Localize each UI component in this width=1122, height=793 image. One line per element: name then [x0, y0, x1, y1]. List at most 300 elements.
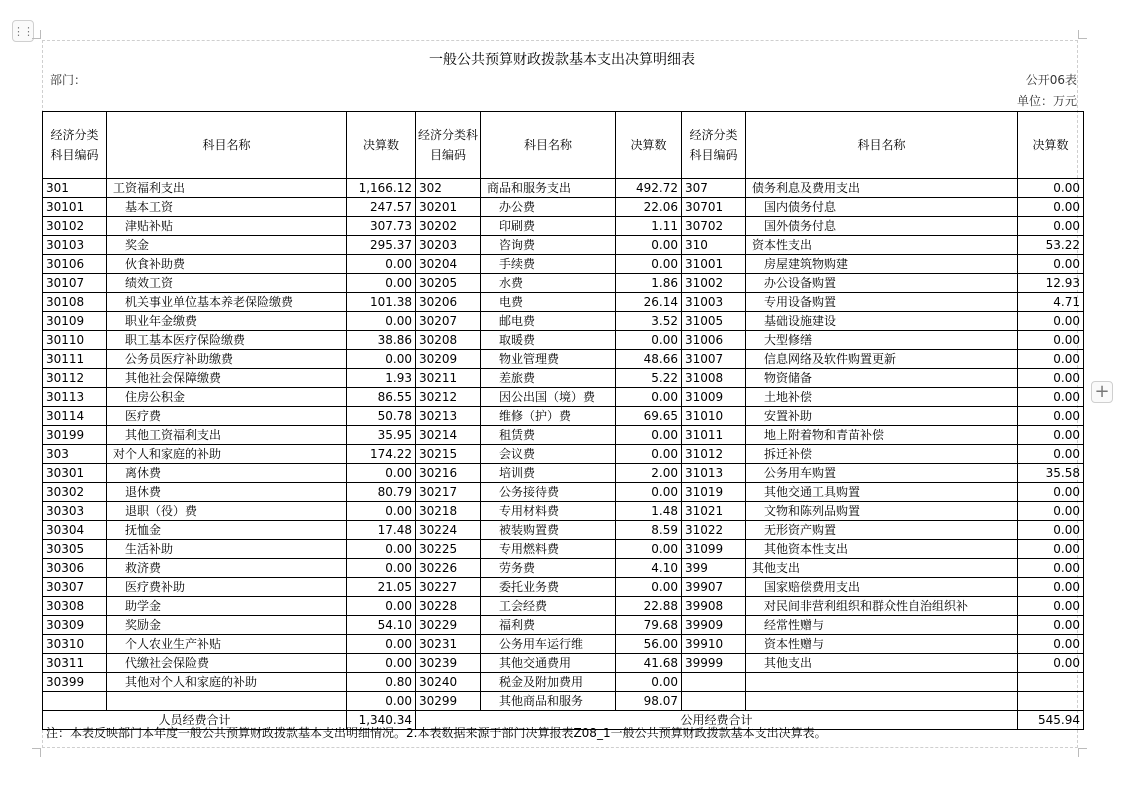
code-cell: 30199 [43, 426, 107, 445]
header-code-1: 经济分类科目编码 [43, 112, 107, 179]
amount-cell: 174.22 [347, 445, 416, 464]
name-cell: 专用材料费 [481, 502, 616, 521]
code-cell: 30702 [682, 217, 746, 236]
code-cell: 30225 [416, 540, 481, 559]
code-cell: 31012 [682, 445, 746, 464]
name-cell: 因公出国（境）费 [481, 388, 616, 407]
table-row [43, 616, 1084, 635]
amount-cell: 0.00 [616, 255, 682, 274]
name-cell: 办公设备购置 [746, 274, 1018, 293]
amount-cell: 0.00 [347, 255, 416, 274]
name-cell: 退休费 [107, 483, 347, 502]
name-cell: 维修（护）费 [481, 407, 616, 426]
table-row [43, 521, 1084, 540]
name-cell: 国内债务付息 [746, 198, 1018, 217]
table-row [43, 407, 1084, 426]
crop-mark-bottom-right [1078, 748, 1087, 757]
table-number: 公开06表 [1025, 73, 1077, 87]
amount-cell: 1.86 [616, 274, 682, 293]
amount-cell: 0.00 [616, 426, 682, 445]
amount-cell: 0.00 [1018, 255, 1084, 274]
name-cell: 离休费 [107, 464, 347, 483]
amount-cell: 53.22 [1018, 236, 1084, 255]
name-cell: 商品和服务支出 [481, 179, 616, 198]
code-cell: 31010 [682, 407, 746, 426]
name-cell: 其他交通费用 [481, 654, 616, 673]
amount-cell: 0.00 [1018, 483, 1084, 502]
name-cell: 其他社会保障缴费 [107, 369, 347, 388]
name-cell: 其他商品和服务 [481, 692, 616, 711]
name-cell: 被装购置费 [481, 521, 616, 540]
amount-cell: 0.00 [1018, 445, 1084, 464]
amount-cell: 0.00 [616, 540, 682, 559]
code-cell: 30110 [43, 331, 107, 350]
amount-cell: 86.55 [347, 388, 416, 407]
name-cell: 职工基本医疗保险缴费 [107, 331, 347, 350]
code-cell: 30111 [43, 350, 107, 369]
name-cell: 文物和陈列品购置 [746, 502, 1018, 521]
amount-cell: 1.93 [347, 369, 416, 388]
name-cell: 经常性赠与 [746, 616, 1018, 635]
code-cell: 39999 [682, 654, 746, 673]
amount-cell: 307.73 [347, 217, 416, 236]
amount-cell: 0.00 [1018, 502, 1084, 521]
code-cell: 30209 [416, 350, 481, 369]
amount-cell: 0.00 [1018, 616, 1084, 635]
table-row [43, 635, 1084, 654]
header-code-2: 经济分类科目编码 [416, 112, 481, 179]
name-cell: 工资福利支出 [107, 179, 347, 198]
amount-cell: 101.38 [347, 293, 416, 312]
name-cell: 退职（役）费 [107, 502, 347, 521]
name-cell: 信息网络及软件购置更新 [746, 350, 1018, 369]
expenditure-table [42, 111, 1084, 730]
amount-cell: 80.79 [347, 483, 416, 502]
name-cell: 办公费 [481, 198, 616, 217]
table-row [43, 540, 1084, 559]
name-cell: 救济费 [107, 559, 347, 578]
code-cell: 30226 [416, 559, 481, 578]
amount-cell: 1.11 [616, 217, 682, 236]
name-cell: 机关事业单位基本养老保险缴费 [107, 293, 347, 312]
header-name-2: 科目名称 [481, 112, 616, 179]
code-cell: 30212 [416, 388, 481, 407]
name-cell: 地上附着物和青苗补偿 [746, 426, 1018, 445]
table-row [43, 388, 1084, 407]
name-cell: 伙食补助费 [107, 255, 347, 274]
name-cell: 手续费 [481, 255, 616, 274]
table-row [43, 502, 1084, 521]
name-cell: 土地补偿 [746, 388, 1018, 407]
name-cell: 无形资产购置 [746, 521, 1018, 540]
name-cell: 公务接待费 [481, 483, 616, 502]
name-cell [107, 692, 347, 711]
amount-cell [1018, 692, 1084, 711]
name-cell: 取暖费 [481, 331, 616, 350]
code-cell: 30114 [43, 407, 107, 426]
amount-cell: 48.66 [616, 350, 682, 369]
amount-cell: 0.00 [1018, 312, 1084, 331]
amount-cell: 98.07 [616, 692, 682, 711]
amount-cell: 5.22 [616, 369, 682, 388]
personnel-total-label: 人员经费合计 [43, 711, 347, 730]
name-cell: 基础设施建设 [746, 312, 1018, 331]
code-cell: 30214 [416, 426, 481, 445]
code-cell: 39909 [682, 616, 746, 635]
name-cell: 委托业务费 [481, 578, 616, 597]
code-cell: 31006 [682, 331, 746, 350]
amount-cell: 0.00 [616, 673, 682, 692]
amount-cell: 0.00 [616, 388, 682, 407]
name-cell: 资本性支出 [746, 236, 1018, 255]
code-cell: 30302 [43, 483, 107, 502]
code-cell: 30240 [416, 673, 481, 692]
name-cell: 国家赔偿费用支出 [746, 578, 1018, 597]
header-name-1: 科目名称 [107, 112, 347, 179]
drag-handle-button[interactable]: ⋮⋮ [12, 20, 34, 42]
code-cell: 30306 [43, 559, 107, 578]
table-row [43, 673, 1084, 692]
amount-cell: 0.00 [347, 597, 416, 616]
table-row [43, 426, 1084, 445]
crop-mark-top-left [32, 30, 41, 39]
amount-cell: 22.06 [616, 198, 682, 217]
code-cell: 31005 [682, 312, 746, 331]
name-cell: 房屋建筑物购建 [746, 255, 1018, 274]
code-cell: 31002 [682, 274, 746, 293]
code-cell: 30216 [416, 464, 481, 483]
name-cell: 国外债务付息 [746, 217, 1018, 236]
amount-cell: 0.00 [1018, 179, 1084, 198]
amount-cell: 79.68 [616, 616, 682, 635]
amount-cell: 0.00 [1018, 578, 1084, 597]
code-cell: 39910 [682, 635, 746, 654]
table-row [43, 559, 1084, 578]
code-cell: 30224 [416, 521, 481, 540]
code-cell: 30109 [43, 312, 107, 331]
code-cell: 31001 [682, 255, 746, 274]
name-cell: 职业年金缴费 [107, 312, 347, 331]
amount-cell: 0.00 [1018, 407, 1084, 426]
amount-cell: 0.00 [347, 350, 416, 369]
name-cell: 大型修缮 [746, 331, 1018, 350]
name-cell: 资本性赠与 [746, 635, 1018, 654]
table-row [43, 483, 1084, 502]
name-cell: 水费 [481, 274, 616, 293]
amount-cell [1018, 673, 1084, 692]
code-cell: 31099 [682, 540, 746, 559]
code-cell: 30228 [416, 597, 481, 616]
code-cell: 30217 [416, 483, 481, 502]
table-row [43, 331, 1084, 350]
code-cell: 30218 [416, 502, 481, 521]
name-cell: 福利费 [481, 616, 616, 635]
name-cell: 奖励金 [107, 616, 347, 635]
table-row [43, 179, 1084, 198]
name-cell: 专用燃料费 [481, 540, 616, 559]
code-cell: 30310 [43, 635, 107, 654]
personnel-total-value: 1,340.34 [347, 711, 416, 730]
code-cell: 31013 [682, 464, 746, 483]
name-cell: 物业管理费 [481, 350, 616, 369]
code-cell: 31007 [682, 350, 746, 369]
code-cell: 30207 [416, 312, 481, 331]
amount-cell: 56.00 [616, 635, 682, 654]
amount-cell: 21.05 [347, 578, 416, 597]
table-row [43, 236, 1084, 255]
name-cell: 津贴补贴 [107, 217, 347, 236]
code-cell: 30301 [43, 464, 107, 483]
code-cell: 31019 [682, 483, 746, 502]
name-cell: 劳务费 [481, 559, 616, 578]
code-cell: 301 [43, 179, 107, 198]
code-cell: 30304 [43, 521, 107, 540]
table-row [43, 274, 1084, 293]
code-cell: 307 [682, 179, 746, 198]
public-total-value: 545.94 [1018, 711, 1084, 730]
amount-cell: 0.00 [1018, 426, 1084, 445]
name-cell: 物资储备 [746, 369, 1018, 388]
code-cell: 39907 [682, 578, 746, 597]
code-cell: 30113 [43, 388, 107, 407]
header-name-3: 科目名称 [746, 112, 1018, 179]
code-cell: 31022 [682, 521, 746, 540]
amount-cell: 0.00 [347, 502, 416, 521]
table-row [43, 445, 1084, 464]
name-cell: 债务利息及费用支出 [746, 179, 1018, 198]
unit-label: 单位：万元 [1016, 94, 1077, 108]
amount-cell: 0.00 [1018, 350, 1084, 369]
code-cell: 31003 [682, 293, 746, 312]
amount-cell: 0.00 [347, 559, 416, 578]
amount-cell: 0.00 [616, 483, 682, 502]
amount-cell: 2.00 [616, 464, 682, 483]
table-row [43, 578, 1084, 597]
name-cell: 公务员医疗补助缴费 [107, 350, 347, 369]
name-cell: 其他资本性支出 [746, 540, 1018, 559]
amount-cell: 35.95 [347, 426, 416, 445]
amount-cell: 0.00 [347, 692, 416, 711]
table-row [43, 464, 1084, 483]
name-cell: 其他支出 [746, 654, 1018, 673]
code-cell: 30102 [43, 217, 107, 236]
amount-cell: 17.48 [347, 521, 416, 540]
amount-cell: 0.00 [1018, 521, 1084, 540]
code-cell: 30106 [43, 255, 107, 274]
header-amount-2: 决算数 [616, 112, 682, 179]
code-cell: 30305 [43, 540, 107, 559]
name-cell: 公务用车运行维 [481, 635, 616, 654]
amount-cell: 4.10 [616, 559, 682, 578]
amount-cell: 0.00 [347, 312, 416, 331]
amount-cell: 0.00 [347, 635, 416, 654]
code-cell: 30231 [416, 635, 481, 654]
code-cell: 30303 [43, 502, 107, 521]
code-cell: 39908 [682, 597, 746, 616]
table-row [43, 350, 1084, 369]
code-cell: 399 [682, 559, 746, 578]
name-cell: 基本工资 [107, 198, 347, 217]
name-cell: 对个人和家庭的补助 [107, 445, 347, 464]
code-cell: 30108 [43, 293, 107, 312]
amount-cell: 0.00 [1018, 369, 1084, 388]
amount-cell: 0.80 [347, 673, 416, 692]
amount-cell: 0.00 [1018, 540, 1084, 559]
code-cell: 30299 [416, 692, 481, 711]
code-cell [682, 692, 746, 711]
code-cell: 30103 [43, 236, 107, 255]
amount-cell: 12.93 [1018, 274, 1084, 293]
name-cell: 其他支出 [746, 559, 1018, 578]
code-cell: 30213 [416, 407, 481, 426]
code-cell: 30203 [416, 236, 481, 255]
code-cell: 30307 [43, 578, 107, 597]
code-cell: 30201 [416, 198, 481, 217]
code-cell: 30308 [43, 597, 107, 616]
name-cell: 绩效工资 [107, 274, 347, 293]
amount-cell: 0.00 [1018, 654, 1084, 673]
name-cell: 对民间非营利组织和群众性自治组织补 [746, 597, 1018, 616]
name-cell: 助学金 [107, 597, 347, 616]
amount-cell: 492.72 [616, 179, 682, 198]
amount-cell: 0.00 [616, 445, 682, 464]
amount-cell: 38.86 [347, 331, 416, 350]
name-cell: 个人农业生产补贴 [107, 635, 347, 654]
name-cell: 电费 [481, 293, 616, 312]
code-cell: 30204 [416, 255, 481, 274]
name-cell: 印刷费 [481, 217, 616, 236]
code-cell: 30701 [682, 198, 746, 217]
table-row [43, 369, 1084, 388]
code-cell: 30205 [416, 274, 481, 293]
code-cell: 30309 [43, 616, 107, 635]
name-cell [746, 673, 1018, 692]
name-cell: 专用设备购置 [746, 293, 1018, 312]
amount-cell: 3.52 [616, 312, 682, 331]
footnote: 注：本表反映部门本年度一般公共预算财政拨款基本支出明细情况。2.本表数据来源于部门决算报表Z08_1一般公共预算财政拨款基本支出决算表。 [46, 726, 827, 740]
name-cell: 咨询费 [481, 236, 616, 255]
code-cell: 30399 [43, 673, 107, 692]
code-cell: 30112 [43, 369, 107, 388]
code-cell [43, 692, 107, 711]
name-cell: 培训费 [481, 464, 616, 483]
name-cell: 差旅费 [481, 369, 616, 388]
add-button[interactable]: + [1091, 381, 1113, 403]
amount-cell: 0.00 [347, 540, 416, 559]
code-cell: 302 [416, 179, 481, 198]
header-code-3: 经济分类科目编码 [682, 112, 746, 179]
code-cell: 31009 [682, 388, 746, 407]
amount-cell: 4.71 [1018, 293, 1084, 312]
code-cell: 30215 [416, 445, 481, 464]
name-cell: 公务用车购置 [746, 464, 1018, 483]
table-header-row [43, 112, 1084, 179]
code-cell: 30208 [416, 331, 481, 350]
code-cell: 31008 [682, 369, 746, 388]
crop-mark-bottom-left [32, 748, 41, 757]
crop-mark-top-right [1078, 30, 1087, 39]
name-cell: 邮电费 [481, 312, 616, 331]
table-row [43, 293, 1084, 312]
code-cell: 310 [682, 236, 746, 255]
table-row [43, 692, 1084, 711]
amount-cell: 0.00 [347, 464, 416, 483]
name-cell: 医疗费补助 [107, 578, 347, 597]
name-cell: 生活补助 [107, 540, 347, 559]
code-cell: 31011 [682, 426, 746, 445]
department-label: 部门： [50, 73, 87, 87]
name-cell: 代缴社会保险费 [107, 654, 347, 673]
code-cell: 30107 [43, 274, 107, 293]
amount-cell: 0.00 [616, 578, 682, 597]
amount-cell: 0.00 [1018, 217, 1084, 236]
name-cell [746, 692, 1018, 711]
name-cell: 抚恤金 [107, 521, 347, 540]
table-row [43, 312, 1084, 331]
amount-cell: 1,166.12 [347, 179, 416, 198]
amount-cell: 1.48 [616, 502, 682, 521]
amount-cell: 50.78 [347, 407, 416, 426]
amount-cell: 0.00 [1018, 635, 1084, 654]
amount-cell: 0.00 [1018, 597, 1084, 616]
name-cell: 安置补助 [746, 407, 1018, 426]
table-row [43, 597, 1084, 616]
amount-cell: 0.00 [1018, 388, 1084, 407]
table-row [43, 217, 1084, 236]
code-cell: 31021 [682, 502, 746, 521]
amount-cell: 0.00 [347, 654, 416, 673]
amount-cell: 8.59 [616, 521, 682, 540]
code-cell [682, 673, 746, 692]
name-cell: 租赁费 [481, 426, 616, 445]
name-cell: 奖金 [107, 236, 347, 255]
amount-cell: 0.00 [1018, 331, 1084, 350]
amount-cell: 295.37 [347, 236, 416, 255]
document-title: 一般公共预算财政拨款基本支出决算明细表 [429, 52, 695, 68]
amount-cell: 0.00 [1018, 198, 1084, 217]
name-cell: 医疗费 [107, 407, 347, 426]
amount-cell: 26.14 [616, 293, 682, 312]
name-cell: 税金及附加费用 [481, 673, 616, 692]
header-amount-3: 决算数 [1018, 112, 1084, 179]
amount-cell: 22.88 [616, 597, 682, 616]
name-cell: 拆迁补偿 [746, 445, 1018, 464]
table-row [43, 654, 1084, 673]
amount-cell: 247.57 [347, 198, 416, 217]
name-cell: 会议费 [481, 445, 616, 464]
amount-cell: 54.10 [347, 616, 416, 635]
header-amount-1: 决算数 [347, 112, 416, 179]
code-cell: 30227 [416, 578, 481, 597]
code-cell: 30229 [416, 616, 481, 635]
amount-cell: 0.00 [616, 236, 682, 255]
amount-cell: 0.00 [1018, 559, 1084, 578]
code-cell: 30206 [416, 293, 481, 312]
table-row [43, 255, 1084, 274]
name-cell: 其他交通工具购置 [746, 483, 1018, 502]
table-row [43, 198, 1084, 217]
code-cell: 30311 [43, 654, 107, 673]
amount-cell: 35.58 [1018, 464, 1084, 483]
amount-cell: 0.00 [347, 274, 416, 293]
code-cell: 30211 [416, 369, 481, 388]
code-cell: 30239 [416, 654, 481, 673]
code-cell: 303 [43, 445, 107, 464]
name-cell: 其他对个人和家庭的补助 [107, 673, 347, 692]
amount-cell: 0.00 [616, 331, 682, 350]
public-total-label: 公用经费合计 [416, 711, 1018, 730]
name-cell: 其他工资福利支出 [107, 426, 347, 445]
